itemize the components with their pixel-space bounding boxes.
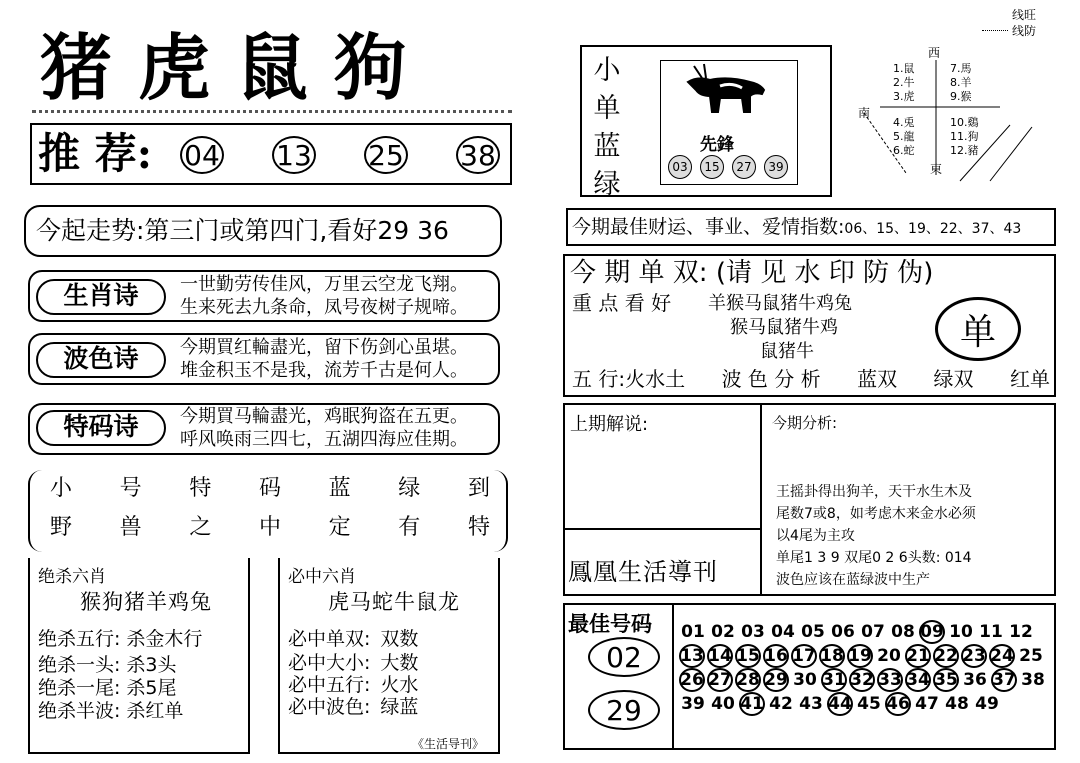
- banner-char: 之: [189, 515, 212, 540]
- grid-number-circled: 31: [822, 670, 846, 690]
- grid-number: 47: [915, 694, 939, 714]
- poem-label: 波色诗: [63, 344, 139, 373]
- grid-number-circled: 44: [828, 694, 852, 714]
- grid-number-circled: 46: [886, 694, 910, 714]
- grid-number: 03: [741, 622, 765, 642]
- compass-south: 南: [858, 106, 871, 120]
- zodiac-item: 11.狗: [950, 130, 979, 143]
- grid-number: 40: [711, 694, 735, 714]
- zodiac-item: 10.鷄: [950, 116, 979, 129]
- focus-label: 重 点 看 好: [572, 291, 672, 315]
- grid-number: 39: [681, 694, 705, 714]
- zodiac-item: 1.鼠: [893, 62, 915, 75]
- grid-number: 02: [711, 622, 735, 642]
- wave-label: 波 色 分 析: [721, 367, 821, 391]
- zodiac-item: 2.牛: [893, 76, 915, 89]
- grid-number: 48: [945, 694, 969, 714]
- grid-number: 01: [681, 622, 705, 642]
- grid-number: 07: [861, 622, 885, 642]
- best-pick: 02: [588, 637, 660, 677]
- kill-item-key: 绝杀一头:: [38, 654, 121, 676]
- analysis-line: 王摇卦得出狗羊，天干水生木及: [776, 484, 972, 500]
- grid-number-circled: 37: [992, 670, 1016, 690]
- must-item-key: 必中单双:: [288, 628, 371, 650]
- must-item-value: 双数: [380, 628, 419, 650]
- analysis-line: 以4尾为主攻: [776, 528, 855, 544]
- banner-char: 到: [467, 476, 490, 501]
- banner-char: 定: [328, 515, 351, 540]
- kill-item-value: 杀3头: [126, 654, 177, 676]
- recommend-num: 04: [180, 136, 224, 174]
- zodiac-right: [950, 62, 979, 158]
- banner-char: 蓝: [328, 476, 351, 501]
- poem-line: 呼风唤雨三四七，五湖四海应佳期。: [180, 429, 468, 450]
- banner-char: 小: [50, 476, 73, 501]
- wave-item: 绿双: [933, 367, 974, 391]
- vanguard-side-char: 绿: [593, 169, 621, 200]
- grid-number: 06: [831, 622, 855, 642]
- poem-label: 生肖诗: [63, 281, 139, 310]
- must-six-animals: 虎马蛇牛鼠龙: [328, 590, 460, 614]
- single-double-title: 今 期 单 双: (请 见 水 印 防 伪): [570, 258, 934, 288]
- grid-number: 36: [963, 670, 987, 690]
- grid-number-circled: 32: [850, 670, 874, 690]
- focus-line: 鼠猪牛: [760, 341, 814, 362]
- grid-number-circled: 28: [736, 670, 760, 690]
- banner-row-1: [50, 474, 490, 504]
- zodiac-item: 3.虎: [893, 90, 915, 103]
- grid-number: 08: [891, 622, 915, 642]
- wuxing-text: 五 行:火水土: [572, 367, 686, 391]
- trend-text: 今起走势:第三门或第四门,看好29 36: [36, 216, 449, 245]
- banner-char: 特: [467, 515, 490, 540]
- vanguard-num: 39: [764, 155, 788, 179]
- compass-east: 東: [930, 162, 943, 176]
- must-item-value: 绿蓝: [380, 696, 419, 718]
- kill-six-title: 绝杀六肖: [38, 567, 106, 587]
- grid-number-circled: 17: [792, 646, 816, 666]
- grid-number-circled: 29: [764, 670, 788, 690]
- grid-number-circled: 16: [764, 646, 788, 666]
- number-grid: [678, 620, 1054, 748]
- vanguard-side-text: [592, 52, 622, 204]
- grid-number-circled: 24: [990, 646, 1014, 666]
- grid-number: 20: [877, 646, 901, 666]
- grid-number-circled: 35: [934, 670, 958, 690]
- zodiac-item: 12.豬: [950, 144, 979, 157]
- cur-label: 今期分析:: [772, 414, 838, 432]
- banner-char: 有: [398, 515, 421, 540]
- kill-item-value: 杀金木行: [126, 628, 203, 650]
- legend-wang: 线旺: [1012, 8, 1037, 22]
- best-label: 最佳号码: [568, 612, 652, 636]
- zodiac-item: 5.龍: [893, 130, 915, 143]
- grid-number-circled: 34: [906, 670, 930, 690]
- magazine-footer: 《生活导刊》: [412, 737, 485, 751]
- analysis-line: 尾数7或8，如考虑木来金水必须: [776, 506, 976, 522]
- banner-char: 中: [258, 515, 281, 540]
- recommend-label: 推 荐:: [38, 129, 153, 178]
- grid-number-circled: 09: [920, 622, 944, 642]
- wave-item: 红单: [1010, 367, 1050, 391]
- focus-line: 猴马鼠猪牛鸡: [730, 317, 838, 338]
- prev-label: 上期解说:: [570, 414, 649, 435]
- analysis-divider: [760, 403, 762, 596]
- fortune-text: [572, 212, 1021, 244]
- grid-number-circled: 15: [736, 646, 760, 666]
- banner-char: 码: [258, 476, 281, 501]
- grid-number: 25: [1019, 646, 1043, 666]
- brand-text: 鳳凰生活導刊: [568, 558, 718, 586]
- kill-six-animals: 猴狗猪羊鸡兔: [80, 590, 212, 614]
- banner-char: 绿: [398, 476, 421, 501]
- legend-fang: 线防: [1012, 24, 1037, 38]
- grid-number-circled: 19: [848, 646, 872, 666]
- compass-lines: [840, 55, 1040, 185]
- title-underline: [32, 110, 512, 114]
- grid-number: 43: [799, 694, 823, 714]
- grid-number: 12: [1009, 622, 1033, 642]
- vanguard-num: 27: [732, 155, 756, 179]
- must-item-value: 火水: [380, 674, 419, 696]
- grid-number-circled: 26: [680, 670, 704, 690]
- poem-line: 堆金积玉不是我，流芳千古是何人。: [180, 360, 468, 381]
- grid-number: 05: [801, 622, 825, 642]
- vanguard-side-char: 小: [593, 55, 621, 86]
- grid-number-circled: 41: [740, 694, 764, 714]
- recommend-num: 25: [364, 136, 408, 174]
- kill-item: [38, 698, 183, 724]
- recommend-numbers: [180, 136, 500, 174]
- best-pick: 29: [588, 690, 660, 730]
- grid-number-circled: 21: [906, 646, 930, 666]
- zodiac-item: 4.兎: [893, 116, 915, 129]
- analysis-line: 单尾1 3 9 双尾0 2 6头数: 014: [776, 550, 972, 566]
- poem-line: 一世勤劳传佳风，万里云空龙飞翔。: [180, 274, 468, 295]
- grid-number: 11: [979, 622, 1003, 642]
- analysis-text: [776, 481, 976, 591]
- banner-char: 野: [50, 515, 73, 540]
- grid-number-circled: 23: [962, 646, 986, 666]
- fortune-numbers: 06、15、19、22、37、43: [844, 221, 1022, 237]
- grid-number-circled: 33: [878, 670, 902, 690]
- poem-line: 今期買马輪盡光，鸡眠狗盗在五更。: [180, 406, 468, 427]
- kill-item-key: 绝杀五行:: [38, 628, 121, 650]
- must-item: [288, 694, 418, 720]
- single-double-bottom: [572, 365, 1050, 393]
- vanguard-label: 先鋒: [700, 135, 734, 155]
- grid-number: 38: [1021, 670, 1045, 690]
- kill-item-key: 绝杀一尾:: [38, 677, 121, 699]
- banner-row-2: [50, 513, 490, 543]
- grid-number: 49: [975, 694, 999, 714]
- vanguard-side-char: 蓝: [593, 131, 621, 162]
- vanguard-num: 03: [668, 155, 692, 179]
- zodiac-item: 8.羊: [950, 76, 972, 89]
- kill-item-value: 杀红单: [126, 700, 184, 722]
- grid-number: 45: [857, 694, 881, 714]
- poem-line: 生来死去九条命，凤号夜树子规啼。: [180, 297, 468, 318]
- grid-number-circled: 13: [680, 646, 704, 666]
- focus-line: 羊猴马鼠猪牛鸡兔: [708, 293, 852, 314]
- recommend-num: 13: [272, 136, 316, 174]
- zodiac-item: 7.馬: [950, 62, 972, 75]
- must-item-key: 必中大小:: [288, 652, 371, 674]
- kill-item-key: 绝杀半波:: [38, 700, 121, 722]
- vanguard-numbers: [668, 155, 788, 179]
- poem-label: 特码诗: [63, 412, 139, 441]
- grid-number-circled: 18: [820, 646, 844, 666]
- grid-number: 42: [769, 694, 793, 714]
- compass-west: 西: [928, 46, 941, 60]
- must-item-value: 大数: [380, 652, 419, 674]
- vanguard-side-char: 单: [593, 93, 621, 124]
- goat-icon: [680, 60, 770, 122]
- grid-number: 10: [949, 622, 973, 642]
- analysis-line: 波色应该在蓝绿波中生产: [776, 572, 930, 588]
- zodiac-left: [893, 62, 915, 158]
- zodiac-item: 9.猴: [950, 90, 972, 103]
- grid-number-circled: 14: [708, 646, 732, 666]
- poem-line: 今期買红輪盡光，留下伤剑心虽堪。: [180, 337, 468, 358]
- must-item-key: 必中五行:: [288, 674, 371, 696]
- page-title: 猪虎鼠狗: [40, 25, 433, 110]
- prev-divider: [563, 528, 760, 530]
- vanguard-num: 15: [700, 155, 724, 179]
- recommend-num: 38: [456, 136, 500, 174]
- must-item-key: 必中波色:: [288, 696, 371, 718]
- grid-number-circled: 27: [708, 670, 732, 690]
- grid-number: 30: [793, 670, 817, 690]
- fortune-label: 今期最佳财运、事业、爱情指数:: [572, 216, 845, 238]
- zodiac-item: 6.蛇: [893, 144, 915, 157]
- banner-char: 特: [189, 476, 212, 501]
- must-six-title: 必中六肖: [288, 567, 356, 587]
- kill-item: [38, 626, 202, 652]
- banner-char: 兽: [119, 515, 142, 540]
- best-divider: [672, 603, 674, 750]
- wave-item: 蓝双: [857, 367, 898, 391]
- grid-number-circled: 22: [934, 646, 958, 666]
- must-item: [288, 626, 418, 652]
- kill-item-value: 杀5尾: [126, 677, 177, 699]
- legend-fang-line: [982, 30, 1008, 31]
- grid-number: 04: [771, 622, 795, 642]
- single-badge: 单: [935, 297, 1021, 361]
- banner-char: 号: [119, 476, 142, 501]
